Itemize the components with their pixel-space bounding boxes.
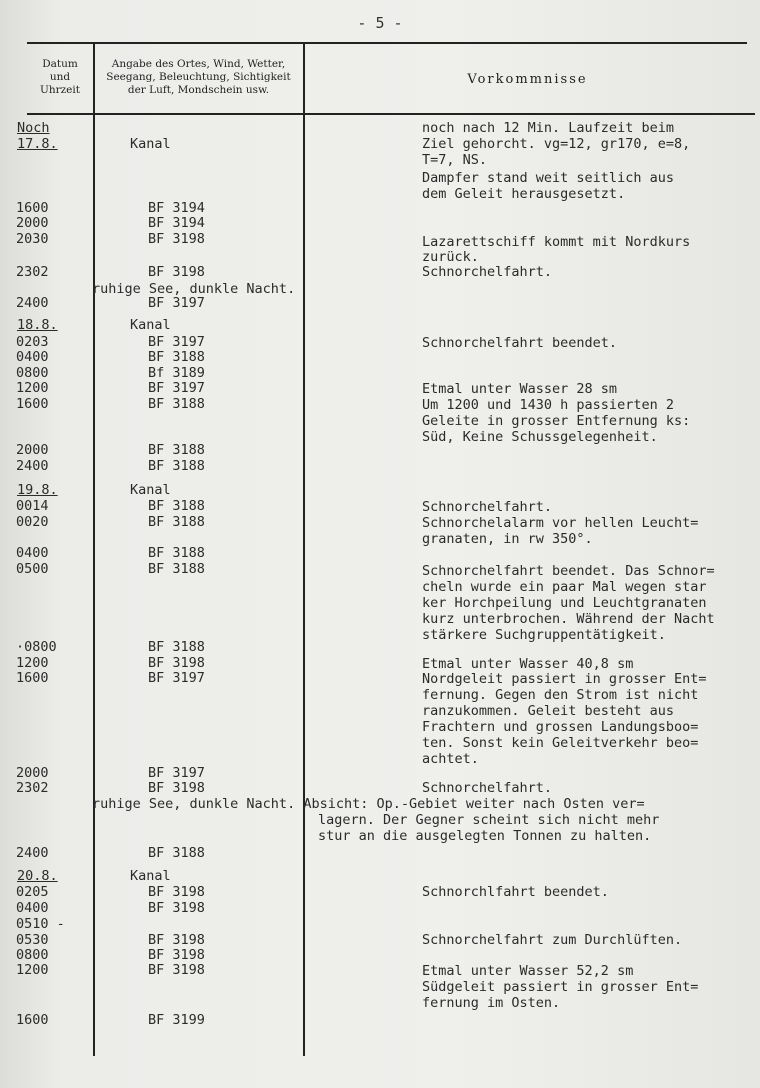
entry-location: BF 3199: [148, 1012, 205, 1028]
entry-event-line: Süd, Keine Schussgelegenheit.: [422, 429, 658, 445]
entry-event-line: T=7, NS.: [422, 152, 488, 168]
entry-event-line: ranzukommen. Geleit besteht aus: [422, 703, 674, 719]
entry-event-line: dem Geleit herausgesetzt.: [422, 186, 626, 202]
entry-event-line: ker Horchpeilung und Leuchtgranaten: [422, 595, 707, 611]
entry-time: 0800: [16, 947, 49, 963]
entry-event-line: Schnorchelfahrt.: [422, 499, 553, 515]
entry-time: 2400: [16, 295, 49, 311]
entry-location: BF 3197: [148, 670, 205, 686]
entry-area: Kanal: [130, 482, 171, 498]
entry-date: 19.8.: [17, 482, 58, 498]
entry-location: BF 3188: [148, 498, 205, 514]
entry-area: Kanal: [130, 868, 171, 884]
entry-event-line: Schnorchelfahrt zum Durchlüften.: [422, 932, 683, 948]
entry-event-line: achtet.: [422, 751, 479, 767]
header-col2-line: Seegang, Beleuchtung, Sichtigkeit: [106, 71, 291, 83]
entry-area: Kanal: [130, 136, 171, 152]
entry-location: BF 3188: [148, 396, 205, 412]
entry-event-line: Schnorchelalarm vor hellen Leucht=: [422, 515, 699, 531]
entry-time: 0400: [16, 545, 49, 561]
entry-event-line: stärkere Suchgruppentätigkeit.: [422, 627, 666, 643]
entry-date: 17.8.: [17, 136, 58, 152]
header-col2-line: der Luft, Mondschein usw.: [127, 84, 270, 96]
entry-event-line: Frachtern und grossen Landungsboo=: [422, 719, 699, 735]
entry-time: 2302: [16, 264, 49, 280]
entry-location: BF 3188: [148, 349, 205, 365]
entry-event-line: Schnorchelfahrt beendet.: [422, 335, 618, 351]
header-location-weather: [95, 58, 302, 97]
entry-event-line: ten. Sonst kein Geleitverkehr beo=: [422, 735, 699, 751]
entry-event-line: Schnorchlfahrt beendet.: [422, 884, 609, 900]
entry-event-line: Ziel gehorcht. vg=12, gr170, e=8,: [422, 136, 691, 152]
entry-event-line: Lazarettschiff kommt mit Nordkurs: [422, 234, 691, 250]
entry-location: BF 3197: [148, 765, 205, 781]
entry-time: 2030: [16, 231, 49, 247]
entry-location: BF 3198: [148, 932, 205, 948]
entry-area: Kanal: [130, 317, 171, 333]
entry-location: BF 3188: [148, 845, 205, 861]
entry-location: BF 3198: [148, 884, 205, 900]
entry-location: BF 3198: [148, 264, 205, 280]
entry-event-line: fernung. Gegen den Strom ist nicht: [422, 687, 699, 703]
entry-time: 0203: [16, 334, 49, 350]
header-col1-line: Uhrzeit: [40, 84, 80, 96]
entry-time: 0500: [16, 561, 49, 577]
entry-location: BF 3197: [148, 334, 205, 350]
column-divider-1: [93, 44, 95, 1056]
entry-event-line: fernung im Osten.: [422, 995, 561, 1011]
entry-event-line: lagern. Der Gegner scheint sich nicht mehr: [318, 812, 660, 828]
entry-time: 0400: [16, 900, 49, 916]
header-date-time: [28, 58, 92, 97]
entry-time: ·0800: [16, 639, 57, 655]
entry-time: 2000: [16, 765, 49, 781]
entry-event-line: Geleite in grosser Entfernung ks:: [422, 413, 691, 429]
entry-time: 0800: [16, 365, 49, 381]
header-bottom-rule: [27, 113, 755, 115]
entry-weather-line: ruhige See, dunkle Nacht. Absicht: Op.-Gebiet weiter nach Osten ver=: [92, 796, 645, 812]
header-col2-line: Angabe des Ortes, Wind, Wetter,: [111, 58, 286, 70]
entry-time: 1600: [16, 670, 49, 686]
entry-event-line: Nordgeleit passiert in grosser Ent=: [422, 671, 707, 687]
entry-event-line: Schnorchelfahrt.: [422, 780, 553, 796]
entry-time: 1600: [16, 1012, 49, 1028]
entry-event-line: Schnorchelfahrt beendet. Das Schnor=: [422, 563, 715, 579]
entry-time: 0400: [16, 349, 49, 365]
entry-location: BF 3198: [148, 962, 205, 978]
entry-location: BF 3197: [148, 295, 205, 311]
entry-time: 1200: [16, 380, 49, 396]
entry-time: 2400: [16, 458, 49, 474]
entry-event-line: Etmal unter Wasser 52,2 sm: [422, 963, 634, 979]
entry-weather-line: ruhige See, dunkle Nacht.: [92, 281, 296, 297]
entry-event-line: stur an die ausgelegten Tonnen zu halten.: [318, 828, 652, 844]
entry-location: Bf 3189: [148, 365, 205, 381]
entry-time: 1600: [16, 396, 49, 412]
column-divider-2: [303, 44, 305, 1056]
entry-time: 2000: [16, 442, 49, 458]
entry-event-line: Schnorchelfahrt.: [422, 264, 553, 280]
entry-location: BF 3188: [148, 639, 205, 655]
entry-event-line: Dampfer stand weit seitlich aus: [422, 170, 674, 186]
entry-location: BF 3188: [148, 545, 205, 561]
entry-location: BF 3188: [148, 561, 205, 577]
entry-location: BF 3188: [148, 514, 205, 530]
table-top-rule: [27, 42, 747, 44]
entry-date: 20.8.: [17, 868, 58, 884]
entry-time: 0510 -: [16, 916, 65, 932]
entry-time: 2400: [16, 845, 49, 861]
entry-location: BF 3188: [148, 458, 205, 474]
entry-location: BF 3198: [148, 900, 205, 916]
entry-location: BF 3194: [148, 215, 205, 231]
entry-location: BF 3198: [148, 780, 205, 796]
entry-event-line: granaten, in rw 350°.: [422, 531, 593, 547]
entry-location: BF 3188: [148, 442, 205, 458]
entry-time: 2302: [16, 780, 49, 796]
entry-time: 1600: [16, 200, 49, 216]
entry-time: 0014: [16, 498, 49, 514]
header-col1-line: und: [49, 71, 71, 83]
entry-event-line: cheln wurde ein paar Mal wegen star: [422, 579, 707, 595]
entry-time: 0020: [16, 514, 49, 530]
entry-time: 0530: [16, 932, 49, 948]
header-events: Vorkommnisse: [467, 72, 588, 87]
entry-event-line: zurück.: [422, 249, 479, 265]
entry-event-line: Südgeleit passiert in grosser Ent=: [422, 979, 699, 995]
entry-event-line: noch nach 12 Min. Laufzeit beim: [422, 120, 674, 136]
entry-time: 0205: [16, 884, 49, 900]
entry-time: 2000: [16, 215, 49, 231]
entry-event-line: Etmal unter Wasser 28 sm: [422, 381, 618, 397]
entry-location: BF 3194: [148, 200, 205, 216]
page-number: - 5 -: [357, 14, 403, 32]
entry-time: 1200: [16, 962, 49, 978]
entry-event-line: Um 1200 und 1430 h passierten 2: [422, 397, 674, 413]
entry-location: BF 3197: [148, 380, 205, 396]
entry-time: 1200: [16, 655, 49, 671]
header-col1-line: Datum: [42, 58, 78, 70]
entry-date: Noch: [17, 120, 50, 136]
entry-date: 18.8.: [17, 317, 58, 333]
entry-location: BF 3198: [148, 655, 205, 671]
entry-location: BF 3198: [148, 947, 205, 963]
entry-event-line: kurz unterbrochen. Während der Nacht: [422, 611, 715, 627]
entry-event-line: Etmal unter Wasser 40,8 sm: [422, 656, 634, 672]
entry-location: BF 3198: [148, 231, 205, 247]
